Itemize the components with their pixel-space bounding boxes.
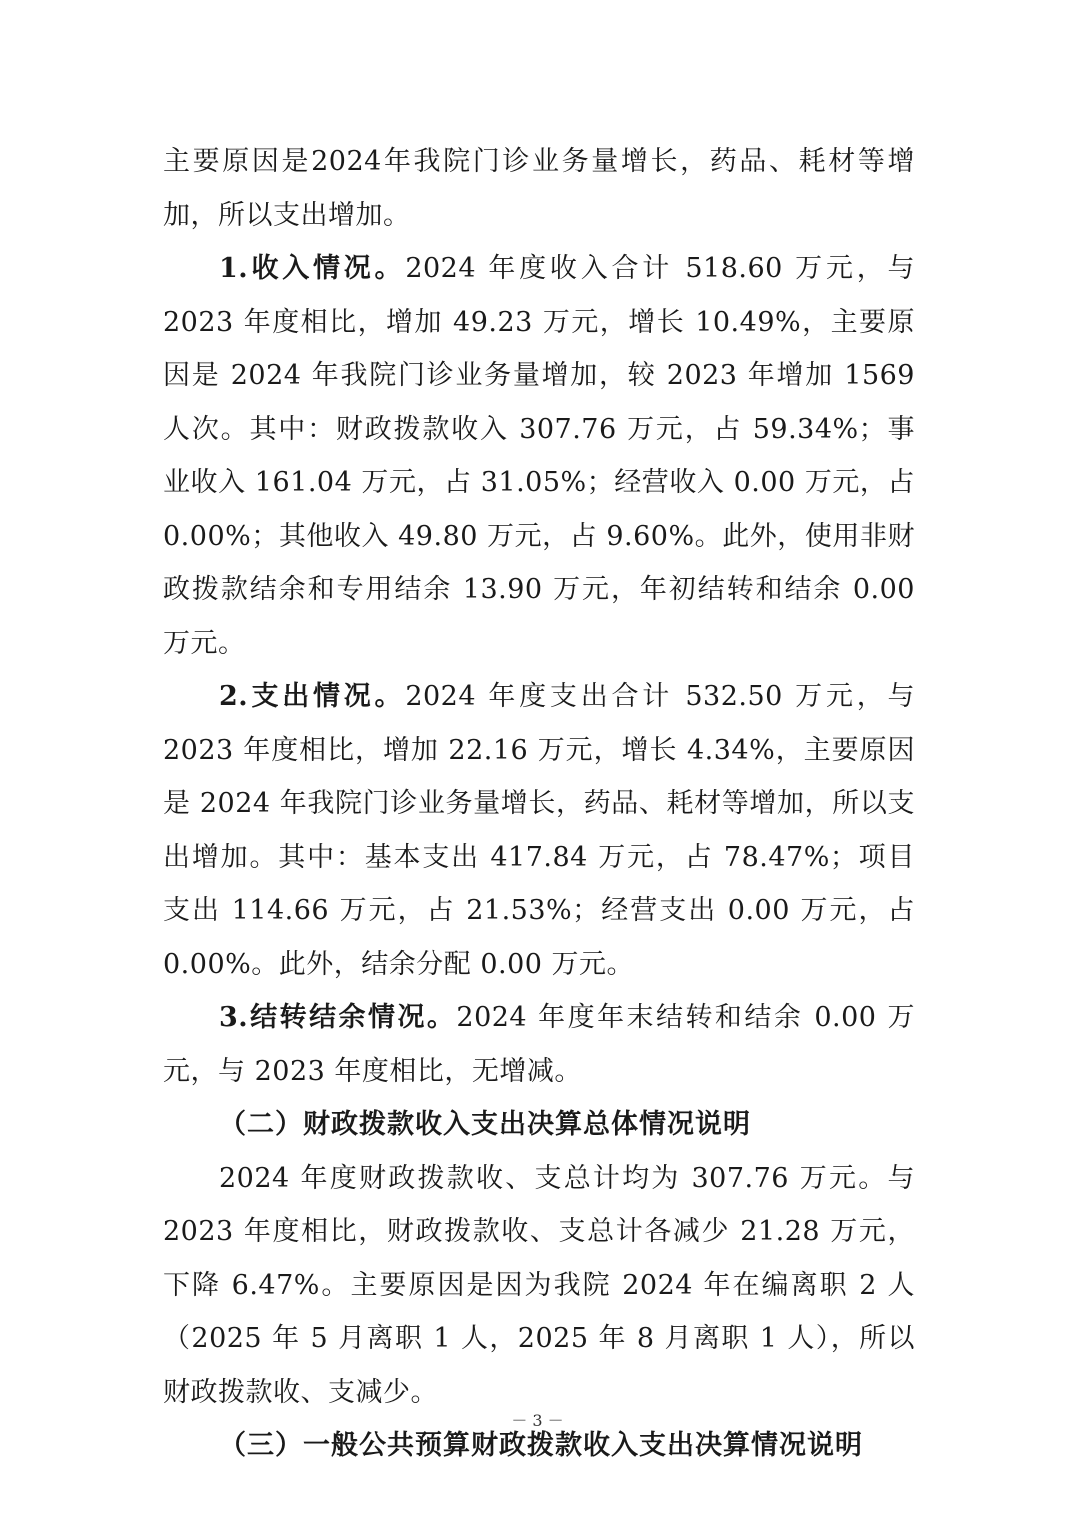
section-2-paragraph: 2024 年度财政拨款收、支总计均为 307.76 万元。与 2023 年度相比，财政拨款收、支总计各减少 21.28 万元，下降 6.47%。主要原因是因为我院 2024 年在编离职 2 人（2025 年 5 月离职 1 人，2025 年 8 月离职 1 人），所以财政拨款收、支减少。 xyxy=(163,1162,915,1408)
document-body xyxy=(163,135,915,1473)
income-text: 2024 年度收入合计 518.60 万元，与 2023 年度相比，增加 49.23 万元，增长 10.49%，主要原因是 2024 年我院门诊业务量增加，较 2023 年增加 1569 人次。其中：财政拨款收入 307.76 万元，占 59.34%；事业收入 161.04 万元，占 31.05%；经营收入 0.00 万元，占 0.00%；其他收入 49.80 万元，占 9.60%。此外，使用非财政拨款结余和专用结余 13.90 万元，年初结转和结余 0.00 万元。 xyxy=(163,253,915,659)
income-paragraph xyxy=(163,242,915,670)
expense-paragraph xyxy=(163,670,915,991)
intro-paragraph: 主要原因是2024年我院门诊业务量增长，药品、耗材等增加，所以支出增加。 xyxy=(163,146,915,231)
expense-text: 2024 年度支出合计 532.50 万元，与 2023 年度相比，增加 22.16 万元，增长 4.34%，主要原因是 2024 年我院门诊业务量增长，药品、耗材等增加，所以支出增加。其中：基本支出 417.84 万元，占 78.47%；项目支出 114.66 万元，占 21.53%；经营支出 0.00 万元，占 0.00%。此外，结余分配 0.00 万元。 xyxy=(163,681,915,980)
section-2-heading: （二）财政拨款收入支出决算总体情况说明 xyxy=(219,1109,751,1140)
balance-text: 2024 年度年末结转和结余 0.00 万元，与 2023 年度相比，无增减。 xyxy=(163,1002,916,1087)
balance-paragraph xyxy=(163,991,915,1098)
section-3-heading: （三）一般公共预算财政拨款收入支出决算情况说明 xyxy=(219,1430,863,1461)
income-lead: 1.收入情况。 xyxy=(219,253,406,284)
expense-lead: 2.支出情况。 xyxy=(219,681,406,712)
page-number: － 3 － xyxy=(511,1411,564,1430)
balance-lead: 3.结转结余情况。 xyxy=(219,1002,457,1033)
